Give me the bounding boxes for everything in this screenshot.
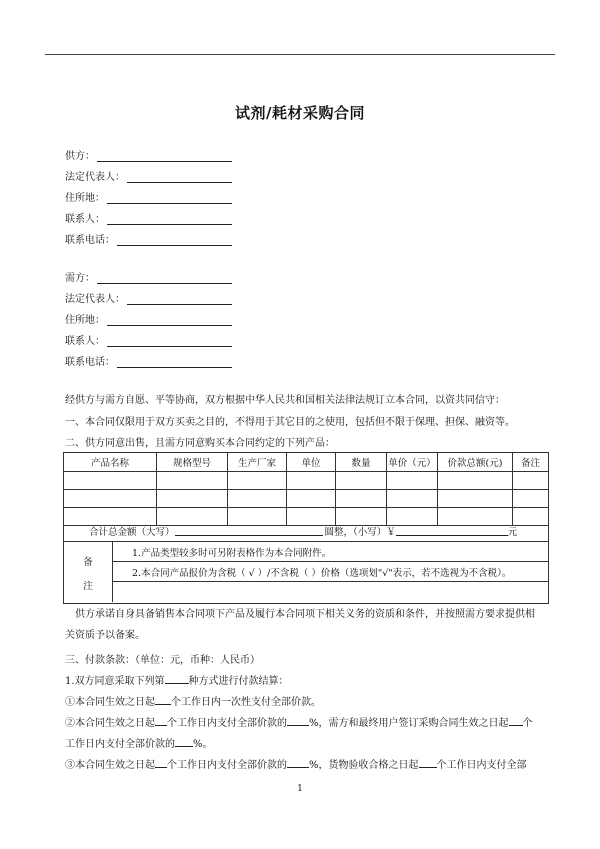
buyer-phone-blank[interactable] [117, 356, 232, 368]
clause-1: 一、本合同仅限用于双方买卖之目的，不得用于其它目的之使用，包括但不限于保理、担保、融资等。 [65, 417, 515, 428]
buyer-blank[interactable] [97, 272, 232, 284]
option-3-text-b: 个工作日内支付全部价款的 [167, 760, 287, 771]
header-unit-price: 单价（元） [387, 453, 438, 472]
table-cell[interactable] [287, 472, 336, 490]
supplier-blank[interactable] [97, 150, 232, 162]
remark-char-2: 注 [83, 581, 93, 592]
buyer-address-blank[interactable] [107, 314, 232, 326]
option-3-days-blank[interactable] [155, 757, 167, 768]
buyer-address-field [65, 312, 232, 326]
payment-method-line [65, 672, 289, 687]
clause-2: 二、供方同意出售，且需方同意购买本合同约定的下列产品： [65, 438, 335, 449]
buyer-phone-field [65, 354, 232, 368]
table-cell[interactable] [287, 490, 336, 508]
supplier-legal-rep-label: 法定代表人： [65, 172, 125, 183]
table-row [64, 490, 549, 508]
table-cell[interactable] [438, 472, 513, 490]
option-2-text-e: 工作日内支付全部价款的 [65, 739, 175, 750]
page-number: 1 [297, 784, 303, 794]
table-cell[interactable] [438, 490, 513, 508]
table-cell[interactable] [64, 472, 157, 490]
payment-option-1 [65, 693, 321, 708]
qualification-line-1: 供方承诺自身具备销售本合同项下产品及履行本合同项下相关义务的资质和条件，并按照需方要求提供相 [75, 609, 535, 620]
option-1-days-blank[interactable] [155, 694, 171, 705]
header-total-price: 价款总额(元) [438, 453, 513, 472]
payment-method-text-a: 1.双方同意采取下列第 [65, 676, 165, 687]
yuan-label: 元 [507, 526, 518, 538]
option-3-text-d: 个工作日内支付全部 [436, 760, 527, 771]
option-1-text-b: 个工作日内一次性支付全部价款。 [171, 697, 321, 708]
remark-note-2: 2.本合同产品报价为含税（ √ ）/不含税（ ）价格（选项划"√"表示，若不选视为不含税）。 [112, 562, 549, 582]
payment-method-blank[interactable] [165, 673, 189, 684]
document-title: 试剂/耗材采购合同 [235, 104, 365, 122]
option-1-text-a: ①本合同生效之日起 [65, 697, 155, 708]
qualification-line-2: 关资质予以备案。 [65, 630, 145, 641]
table-cell[interactable] [336, 490, 387, 508]
buyer-contact-blank[interactable] [107, 335, 232, 347]
supplier-phone-label: 联系电话： [65, 235, 115, 246]
product-table [63, 452, 549, 526]
supplier-phone-blank[interactable] [117, 234, 232, 246]
option-3-days-blank-2[interactable] [419, 757, 437, 768]
total-amount-row [64, 520, 548, 542]
payment-heading: 三、付款条款：（单位：元，币种：人民币） [65, 655, 260, 666]
option-2-percent-blank[interactable] [287, 715, 309, 726]
supplier-phone-field [65, 232, 232, 246]
table-cell[interactable] [228, 490, 287, 508]
supplier-contact-blank[interactable] [107, 213, 232, 225]
buyer-label: 需方： [65, 273, 95, 284]
remark-char-1: 备 [83, 557, 93, 568]
supplier-field [65, 148, 232, 162]
table-cell[interactable] [157, 472, 228, 490]
intro-paragraph: 经供方与需方自愿、平等协商，双方根据中华人民共和国相关法律法规订立本合同，以资共同信守： [65, 395, 505, 406]
option-2-percent-blank-2[interactable] [175, 736, 193, 747]
option-2-text-d: 个 [522, 718, 533, 729]
supplier-legal-rep-blank[interactable] [127, 171, 232, 183]
supplier-label: 供方： [65, 151, 95, 162]
buyer-contact-label: 联系人： [65, 336, 105, 347]
buyer-legal-rep-field [65, 291, 232, 305]
payment-option-2-cont [65, 735, 213, 750]
payment-method-text-b: 种方式进行付款结算： [188, 676, 289, 687]
buyer-field [65, 270, 232, 284]
summary-block [63, 520, 549, 604]
table-cell[interactable] [336, 472, 387, 490]
header-remarks: 备注 [513, 453, 549, 472]
buyer-address-label: 住所地： [65, 315, 105, 326]
supplier-contact-label: 联系人： [65, 214, 105, 225]
supplier-legal-rep-field [65, 169, 232, 183]
option-2-text-f: %。 [193, 739, 213, 750]
header-rule [45, 54, 555, 55]
header-spec: 规格型号 [157, 453, 228, 472]
option-2-days-blank-2[interactable] [509, 715, 523, 726]
round-label: 圆整，（小写）￥ [324, 526, 396, 538]
header-product-name: 产品名称 [64, 453, 157, 472]
option-2-text-b: 个工作日内支付全部价款的 [167, 718, 287, 729]
table-cell[interactable] [64, 490, 157, 508]
buyer-legal-rep-label: 法定代表人： [65, 294, 125, 305]
option-3-text-c: %，货物验收合格之日起 [309, 760, 419, 771]
table-cell[interactable] [513, 472, 549, 490]
option-3-percent-blank[interactable] [287, 757, 309, 768]
header-unit: 单位 [287, 453, 336, 472]
payment-option-2 [65, 714, 533, 729]
remark-label [64, 542, 113, 602]
total-number-blank[interactable] [396, 525, 508, 536]
buyer-legal-rep-blank[interactable] [127, 293, 232, 305]
option-2-text-a: ②本合同生效之日起 [65, 718, 155, 729]
total-uppercase-blank[interactable] [175, 525, 323, 536]
payment-option-3 [65, 756, 527, 771]
table-cell[interactable] [228, 472, 287, 490]
supplier-address-field [65, 190, 232, 204]
buyer-phone-label: 联系电话： [65, 357, 115, 368]
table-row [64, 472, 549, 490]
supplier-address-blank[interactable] [107, 192, 232, 204]
option-2-days-blank[interactable] [155, 715, 167, 726]
table-cell[interactable] [513, 490, 549, 508]
option-3-text-a: ③本合同生效之日起 [65, 760, 155, 771]
table-cell[interactable] [387, 490, 438, 508]
table-cell[interactable] [387, 472, 438, 490]
total-label: 合计总金额（大写） [89, 526, 175, 538]
supplier-contact-field [65, 211, 232, 225]
remark-note-1: 1.产品类型较多时可另附表格作为本合同附件。 [112, 542, 549, 562]
header-quantity: 数量 [336, 453, 387, 472]
table-header-row [64, 453, 549, 472]
buyer-contact-field [65, 333, 232, 347]
supplier-address-label: 住所地： [65, 193, 105, 204]
header-manufacturer: 生产厂家 [228, 453, 287, 472]
table-cell[interactable] [157, 490, 228, 508]
option-2-text-c: %，需方和最终用户签订采购合同生效之日起 [309, 718, 509, 729]
